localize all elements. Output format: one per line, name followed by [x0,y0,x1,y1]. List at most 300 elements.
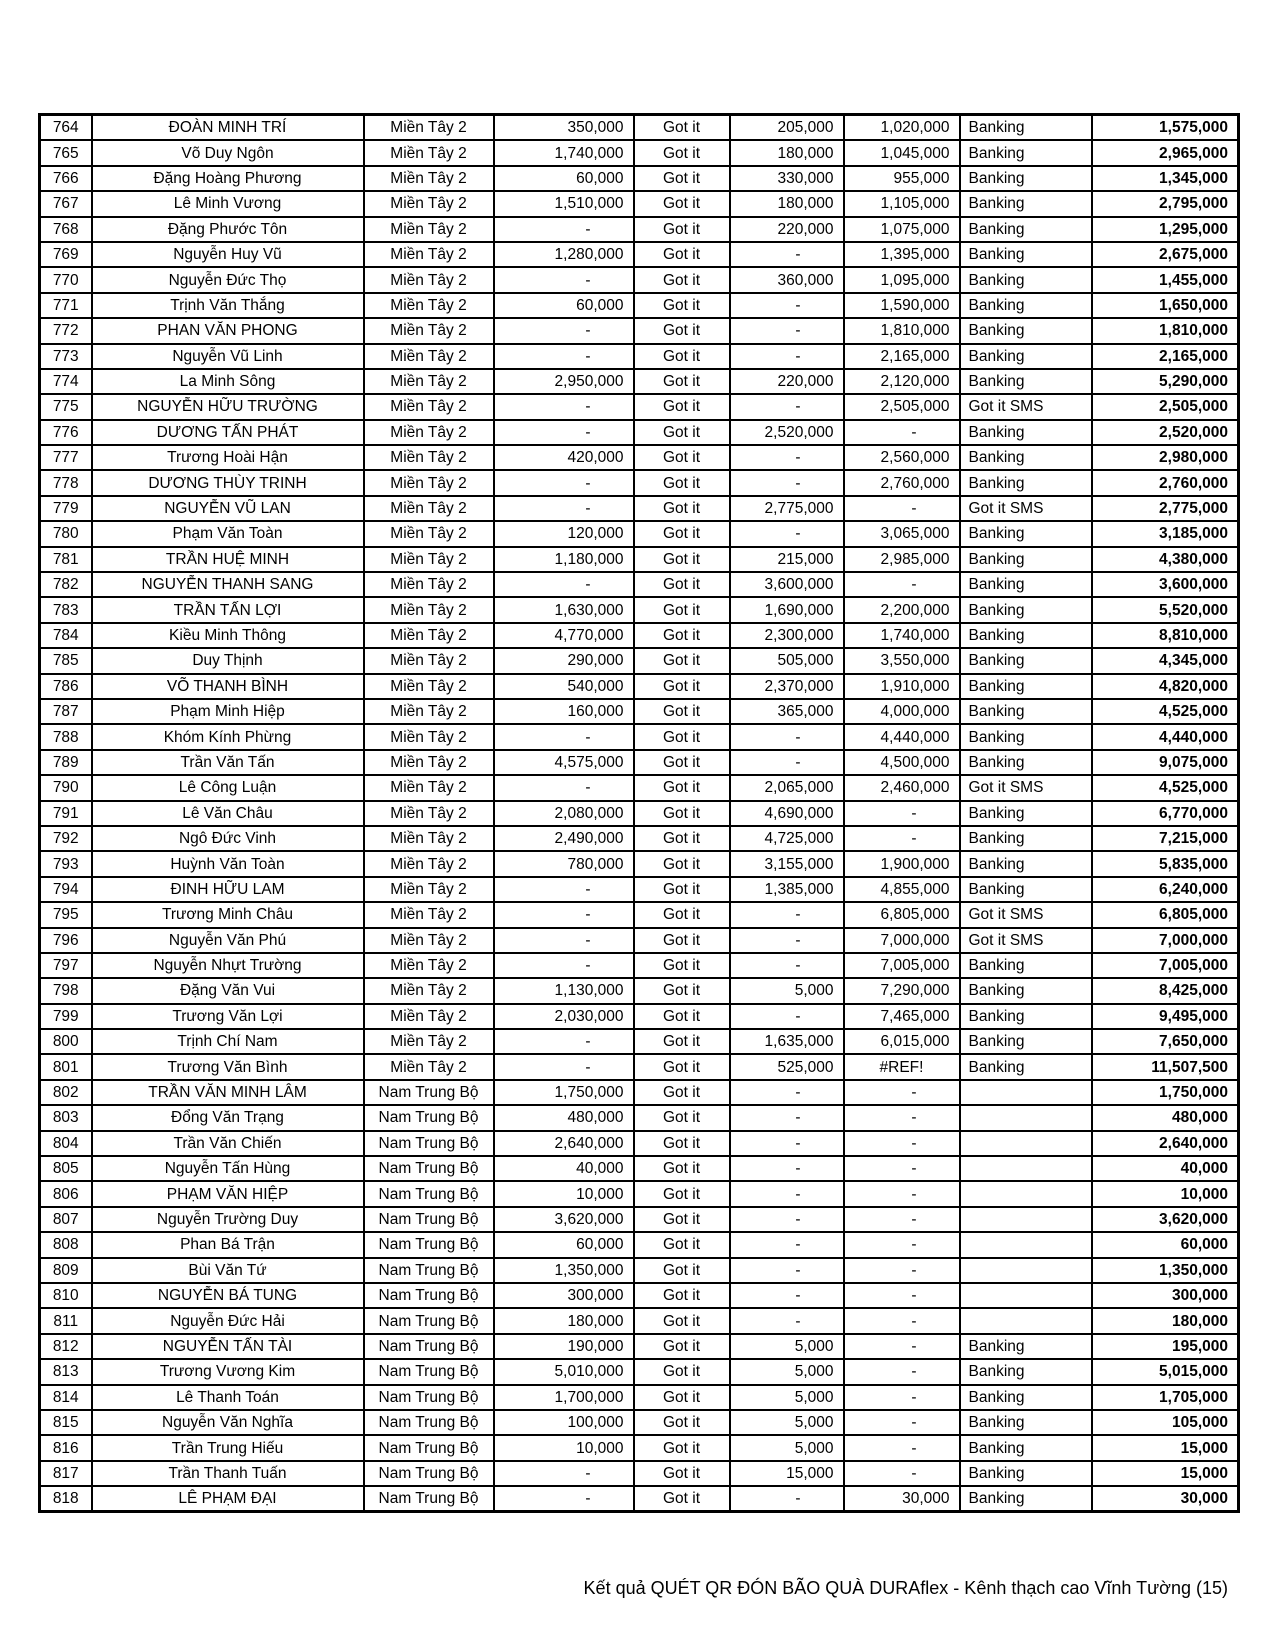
table-row [40,242,1239,267]
amount3-cell: 2,760,000 [844,470,960,495]
amount3-cell: 7,465,000 [844,1004,960,1029]
amount2-cell: 360,000 [730,267,844,292]
amount2-cell: - [730,953,844,978]
total-cell: 3,620,000 [1092,1207,1239,1232]
region-cell: Nam Trung Bộ [364,1131,494,1156]
amount3-cell: 1,910,000 [844,674,960,699]
name-cell: Trương Hoài Hận [92,445,364,470]
status-cell: Got it [634,724,730,749]
row-number-cell: 783 [40,597,92,622]
status-cell: Got it [634,445,730,470]
amount2-cell: - [730,318,844,343]
row-number-cell: 788 [40,724,92,749]
row-number-cell: 797 [40,953,92,978]
region-cell: Miền Tây 2 [364,623,494,648]
region-cell: Nam Trung Bộ [364,1385,494,1410]
channel-cell: Banking [960,1385,1092,1410]
amount2-cell: 220,000 [730,217,844,242]
amount3-cell: 1,020,000 [844,115,960,141]
status-cell: Got it [634,597,730,622]
total-cell: 5,015,000 [1092,1359,1239,1384]
total-cell: 1,810,000 [1092,318,1239,343]
amount2-cell: 180,000 [730,140,844,165]
status-cell: Got it [634,1080,730,1105]
amount3-cell: - [844,1156,960,1181]
amount2-cell: 220,000 [730,369,844,394]
table-row [40,978,1239,1003]
row-number-cell: 768 [40,217,92,242]
spreadsheet-page [38,113,1240,1513]
region-cell: Miền Tây 2 [364,699,494,724]
row-number-cell: 778 [40,470,92,495]
table-row [40,1435,1239,1460]
row-number-cell: 772 [40,318,92,343]
region-cell: Miền Tây 2 [364,877,494,902]
amount2-cell: - [730,1486,844,1512]
row-number-cell: 780 [40,521,92,546]
table-row [40,953,1239,978]
amount1-cell: 1,630,000 [494,597,634,622]
channel-cell: Banking [960,166,1092,191]
name-cell: Nguyễn Văn Phú [92,928,364,953]
total-cell: 6,770,000 [1092,801,1239,826]
region-cell: Miền Tây 2 [364,115,494,141]
table-row [40,115,1239,141]
name-cell: Đổng Văn Trạng [92,1105,364,1130]
status-cell: Got it [634,953,730,978]
amount3-cell: 30,000 [844,1486,960,1512]
amount2-cell: - [730,750,844,775]
status-cell: Got it [634,1435,730,1460]
status-cell: Got it [634,851,730,876]
total-cell: 6,240,000 [1092,877,1239,902]
amount3-cell: 6,015,000 [844,1029,960,1054]
status-cell: Got it [634,420,730,445]
table-row [40,369,1239,394]
table-row [40,344,1239,369]
amount1-cell: 5,010,000 [494,1359,634,1384]
name-cell: Đặng Phước Tôn [92,217,364,242]
amount3-cell: - [844,1308,960,1333]
table-row [40,293,1239,318]
region-cell: Miền Tây 2 [364,344,494,369]
status-cell: Got it [634,928,730,953]
region-cell: Miền Tây 2 [364,547,494,572]
name-cell: Đặng Hoàng Phương [92,166,364,191]
total-cell: 5,290,000 [1092,369,1239,394]
channel-cell: Banking [960,750,1092,775]
amount1-cell: 1,750,000 [494,1080,634,1105]
channel-cell: Banking [960,699,1092,724]
table-row [40,851,1239,876]
table-row [40,1410,1239,1435]
region-cell: Nam Trung Bộ [364,1308,494,1333]
table-row [40,1004,1239,1029]
region-cell: Miền Tây 2 [364,674,494,699]
total-cell: 2,980,000 [1092,445,1239,470]
name-cell: La Minh Sông [92,369,364,394]
name-cell: Trần Văn Chiến [92,1131,364,1156]
name-cell: Trương Văn Bình [92,1054,364,1079]
amount2-cell: 1,635,000 [730,1029,844,1054]
table-row [40,699,1239,724]
region-cell: Miền Tây 2 [364,470,494,495]
amount1-cell: 1,700,000 [494,1385,634,1410]
region-cell: Miền Tây 2 [364,1054,494,1079]
name-cell: Nguyễn Đức Thọ [92,267,364,292]
amount2-cell: 3,155,000 [730,851,844,876]
amount2-cell: - [730,521,844,546]
total-cell: 11,507,500 [1092,1054,1239,1079]
status-cell: Got it [634,1258,730,1283]
amount2-cell: 4,690,000 [730,801,844,826]
row-number-cell: 802 [40,1080,92,1105]
name-cell: DƯƠNG THÙY TRINH [92,470,364,495]
table-row [40,648,1239,673]
row-number-cell: 793 [40,851,92,876]
channel-cell: Banking [960,445,1092,470]
name-cell: LÊ PHẠM ĐẠI [92,1486,364,1512]
status-cell: Got it [634,572,730,597]
table-row [40,1334,1239,1359]
amount2-cell: 1,690,000 [730,597,844,622]
region-cell: Miền Tây 2 [364,902,494,927]
amount2-cell: 5,000 [730,1334,844,1359]
name-cell: NGUYỄN TẤN TÀI [92,1334,364,1359]
channel-cell: Banking [960,1435,1092,1460]
status-cell: Got it [634,242,730,267]
total-cell: 7,650,000 [1092,1029,1239,1054]
amount3-cell: 4,500,000 [844,750,960,775]
name-cell: Nguyễn Vũ Linh [92,344,364,369]
row-number-cell: 776 [40,420,92,445]
name-cell: Lê Minh Vương [92,191,364,216]
amount3-cell: 2,200,000 [844,597,960,622]
row-number-cell: 818 [40,1486,92,1512]
amount3-cell: 1,395,000 [844,242,960,267]
channel-cell [960,1131,1092,1156]
amount1-cell: 60,000 [494,1232,634,1257]
amount1-cell: - [494,318,634,343]
table-row [40,1461,1239,1486]
amount2-cell: 2,065,000 [730,775,844,800]
amount3-cell: - [844,1461,960,1486]
channel-cell [960,1181,1092,1206]
row-number-cell: 770 [40,267,92,292]
channel-cell: Banking [960,978,1092,1003]
region-cell: Miền Tây 2 [364,597,494,622]
channel-cell: Banking [960,953,1092,978]
amount1-cell: - [494,953,634,978]
table-row [40,394,1239,419]
name-cell: Nguyễn Tấn Hùng [92,1156,364,1181]
channel-cell: Banking [960,318,1092,343]
amount2-cell: 215,000 [730,547,844,572]
amount3-cell: 2,120,000 [844,369,960,394]
channel-cell: Banking [960,1054,1092,1079]
name-cell: Bùi Văn Tứ [92,1258,364,1283]
table-row [40,1080,1239,1105]
name-cell: Phạm Văn Toàn [92,521,364,546]
name-cell: Trần Thanh Tuấn [92,1461,364,1486]
channel-cell: Banking [960,242,1092,267]
amount1-cell: 160,000 [494,699,634,724]
channel-cell: Got it SMS [960,496,1092,521]
status-cell: Got it [634,623,730,648]
total-cell: 1,705,000 [1092,1385,1239,1410]
status-cell: Got it [634,1334,730,1359]
name-cell: Lê Văn Châu [92,801,364,826]
name-cell: TRẦN TẤN LỢI [92,597,364,622]
amount2-cell: 205,000 [730,115,844,141]
amount1-cell: 1,130,000 [494,978,634,1003]
row-number-cell: 806 [40,1181,92,1206]
amount2-cell: 4,725,000 [730,826,844,851]
amount1-cell: - [494,724,634,749]
region-cell: Nam Trung Bộ [364,1181,494,1206]
amount1-cell: 40,000 [494,1156,634,1181]
status-cell: Got it [634,1410,730,1435]
amount3-cell: 3,065,000 [844,521,960,546]
row-number-cell: 796 [40,928,92,953]
row-number-cell: 810 [40,1283,92,1308]
region-cell: Miền Tây 2 [364,191,494,216]
status-cell: Got it [634,293,730,318]
region-cell: Nam Trung Bộ [364,1258,494,1283]
total-cell: 2,165,000 [1092,344,1239,369]
amount3-cell: - [844,1359,960,1384]
name-cell: Trần Văn Tấn [92,750,364,775]
row-number-cell: 784 [40,623,92,648]
region-cell: Miền Tây 2 [364,394,494,419]
amount1-cell: 180,000 [494,1308,634,1333]
amount2-cell: - [730,1004,844,1029]
table-row [40,1283,1239,1308]
table-row [40,521,1239,546]
total-cell: 10,000 [1092,1181,1239,1206]
total-cell: 5,835,000 [1092,851,1239,876]
amount1-cell: 1,280,000 [494,242,634,267]
amount3-cell: - [844,826,960,851]
table-row [40,445,1239,470]
amount1-cell: 1,740,000 [494,140,634,165]
amount1-cell: - [494,344,634,369]
status-cell: Got it [634,826,730,851]
amount2-cell: - [730,1080,844,1105]
amount3-cell: - [844,801,960,826]
channel-cell [960,1232,1092,1257]
name-cell: DƯƠNG TẤN PHÁT [92,420,364,445]
region-cell: Nam Trung Bộ [364,1410,494,1435]
amount1-cell: 2,490,000 [494,826,634,851]
row-number-cell: 767 [40,191,92,216]
amount2-cell: - [730,445,844,470]
amount3-cell: - [844,1181,960,1206]
total-cell: 15,000 [1092,1435,1239,1460]
status-cell: Got it [634,369,730,394]
amount1-cell: 60,000 [494,166,634,191]
row-number-cell: 773 [40,344,92,369]
name-cell: Ngô Đức Vinh [92,826,364,851]
total-cell: 9,075,000 [1092,750,1239,775]
status-cell: Got it [634,1105,730,1130]
name-cell: Huỳnh Văn Toàn [92,851,364,876]
name-cell: Võ Duy Ngôn [92,140,364,165]
amount2-cell: 1,385,000 [730,877,844,902]
amount1-cell: - [494,217,634,242]
total-cell: 30,000 [1092,1486,1239,1512]
row-number-cell: 811 [40,1308,92,1333]
amount2-cell: - [730,1131,844,1156]
amount1-cell: - [494,1486,634,1512]
amount1-cell: 120,000 [494,521,634,546]
amount1-cell: 2,030,000 [494,1004,634,1029]
row-number-cell: 781 [40,547,92,572]
channel-cell: Banking [960,801,1092,826]
table-row [40,801,1239,826]
channel-cell [960,1156,1092,1181]
amount2-cell: 5,000 [730,978,844,1003]
table-row [40,674,1239,699]
amount3-cell: - [844,420,960,445]
region-cell: Nam Trung Bộ [364,1283,494,1308]
channel-cell: Banking [960,1334,1092,1359]
total-cell: 480,000 [1092,1105,1239,1130]
region-cell: Nam Trung Bộ [364,1461,494,1486]
region-cell: Miền Tây 2 [364,572,494,597]
name-cell: ĐINH HỮU LAM [92,877,364,902]
amount1-cell: 300,000 [494,1283,634,1308]
name-cell: NGUYỄN BÁ TUNG [92,1283,364,1308]
channel-cell: Banking [960,826,1092,851]
amount1-cell: 100,000 [494,1410,634,1435]
channel-cell [960,1080,1092,1105]
amount1-cell: - [494,572,634,597]
table-row [40,140,1239,165]
region-cell: Miền Tây 2 [364,851,494,876]
status-cell: Got it [634,674,730,699]
total-cell: 2,520,000 [1092,420,1239,445]
amount1-cell: - [494,775,634,800]
amount3-cell: 1,900,000 [844,851,960,876]
channel-cell: Banking [960,597,1092,622]
amount2-cell: - [730,394,844,419]
amount1-cell: - [494,902,634,927]
name-cell: Kiều Minh Thông [92,623,364,648]
row-number-cell: 794 [40,877,92,902]
status-cell: Got it [634,267,730,292]
amount1-cell: 2,640,000 [494,1131,634,1156]
name-cell: Lê Thanh Toán [92,1385,364,1410]
total-cell: 1,295,000 [1092,217,1239,242]
table-row [40,1308,1239,1333]
total-cell: 8,810,000 [1092,623,1239,648]
row-number-cell: 765 [40,140,92,165]
amount3-cell: #REF! [844,1054,960,1079]
name-cell: Trương Văn Lợi [92,1004,364,1029]
status-cell: Got it [634,318,730,343]
table-row [40,1385,1239,1410]
amount2-cell: 525,000 [730,1054,844,1079]
table-row [40,1232,1239,1257]
amount1-cell: 10,000 [494,1435,634,1460]
amount1-cell: - [494,420,634,445]
name-cell: Trần Trung Hiếu [92,1435,364,1460]
total-cell: 15,000 [1092,1461,1239,1486]
total-cell: 4,440,000 [1092,724,1239,749]
channel-cell: Banking [960,293,1092,318]
amount1-cell: 290,000 [494,648,634,673]
table-row [40,623,1239,648]
amount1-cell: - [494,267,634,292]
channel-cell: Banking [960,1359,1092,1384]
amount1-cell: 4,575,000 [494,750,634,775]
channel-cell: Banking [960,1029,1092,1054]
region-cell: Miền Tây 2 [364,318,494,343]
name-cell: ĐOÀN MINH TRÍ [92,115,364,141]
row-number-cell: 798 [40,978,92,1003]
amount1-cell: 1,180,000 [494,547,634,572]
channel-cell: Banking [960,1004,1092,1029]
channel-cell: Banking [960,572,1092,597]
amount2-cell: 505,000 [730,648,844,673]
table-row [40,826,1239,851]
amount2-cell: - [730,1283,844,1308]
channel-cell: Got it SMS [960,928,1092,953]
row-number-cell: 807 [40,1207,92,1232]
status-cell: Got it [634,115,730,141]
status-cell: Got it [634,1131,730,1156]
status-cell: Got it [634,496,730,521]
table-row [40,1156,1239,1181]
name-cell: Phạm Minh Hiệp [92,699,364,724]
row-number-cell: 782 [40,572,92,597]
amount3-cell: 4,440,000 [844,724,960,749]
amount2-cell: - [730,293,844,318]
name-cell: Trịnh Chí Nam [92,1029,364,1054]
row-number-cell: 789 [40,750,92,775]
channel-cell [960,1105,1092,1130]
name-cell: PHAN VĂN PHONG [92,318,364,343]
total-cell: 2,760,000 [1092,470,1239,495]
amount1-cell: 350,000 [494,115,634,141]
status-cell: Got it [634,801,730,826]
status-cell: Got it [634,978,730,1003]
amount2-cell: - [730,928,844,953]
amount3-cell: 4,855,000 [844,877,960,902]
status-cell: Got it [634,344,730,369]
amount3-cell: 1,095,000 [844,267,960,292]
channel-cell: Banking [960,140,1092,165]
amount2-cell: 2,370,000 [730,674,844,699]
table-row [40,902,1239,927]
status-cell: Got it [634,470,730,495]
amount1-cell: - [494,394,634,419]
amount2-cell: 5,000 [730,1359,844,1384]
region-cell: Nam Trung Bộ [364,1207,494,1232]
status-cell: Got it [634,1359,730,1384]
table-row [40,572,1239,597]
page-footer-caption: Kết quả QUÉT QR ĐÓN BÃO QUÀ DURAflex - Kênh thạch cao Vĩnh Tường (15) [583,1578,1228,1598]
name-cell: Nguyễn Văn Nghĩa [92,1410,364,1435]
row-number-cell: 769 [40,242,92,267]
status-cell: Got it [634,547,730,572]
amount1-cell: 540,000 [494,674,634,699]
amount1-cell: 1,510,000 [494,191,634,216]
channel-cell: Banking [960,674,1092,699]
name-cell: Khóm Kính Phừng [92,724,364,749]
status-cell: Got it [634,191,730,216]
